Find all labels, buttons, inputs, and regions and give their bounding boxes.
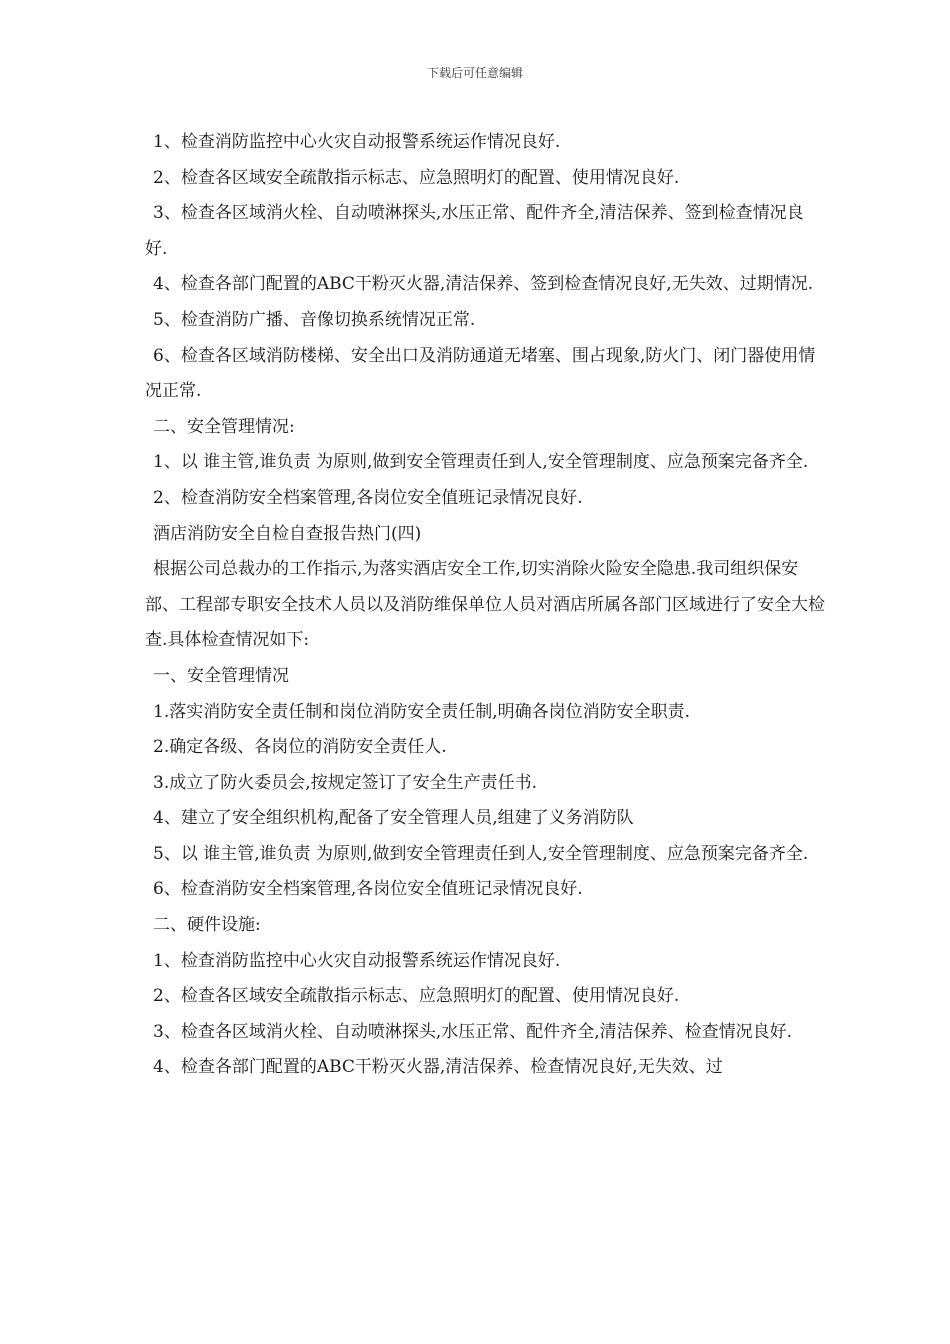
- paragraph: 5、以 谁主管,谁负责 为原则,做到安全管理责任到人,安全管理制度、应急预案完备齐全.: [153, 843, 809, 864]
- paragraph: 3、检查各区域消火栓、自动喷淋探头,水压正常、配件齐全,清洁保养、检查情况良好.: [153, 1021, 793, 1042]
- paragraph: 4、检查各部门配置的ABC干粉灭火器,清洁保养、签到检查情况良好,无失效、过期情况.: [153, 274, 814, 295]
- section-heading: 二、安全管理情况:: [153, 416, 295, 437]
- page-header-note: 下载后可任意编辑: [426, 66, 523, 80]
- paragraph: 3.成立了防火委员会,按规定签订了安全生产责任书.: [153, 772, 538, 793]
- document-subtitle: 酒店消防安全自检自查报告热门(四): [153, 523, 422, 544]
- paragraph: 1、以 谁主管,谁负责 为原则,做到安全管理责任到人,安全管理制度、应急预案完备齐全.: [153, 452, 809, 473]
- paragraph: 1.落实消防安全责任制和岗位消防安全责任制,明确各岗位消防安全职责.: [153, 701, 691, 722]
- paragraph: 3、检查各区域消火栓、自动喷淋探头,水压正常、配件齐全,清洁保养、签到检查情况良好.: [145, 203, 804, 259]
- paragraph: 2.确定各级、各岗位的消防安全责任人.: [153, 737, 447, 758]
- document-body: [145, 125, 825, 1086]
- section-heading: 二、硬件设施:: [153, 915, 261, 936]
- paragraph: 2、检查消防安全档案管理,各岗位安全值班记录情况良好.: [153, 487, 583, 508]
- paragraph: 4、检查各部门配置的ABC干粉灭火器,清洁保养、检查情况良好,无失效、过: [153, 1057, 723, 1078]
- paragraph: 6、检查消防安全档案管理,各岗位安全值班记录情况良好.: [153, 879, 583, 900]
- paragraph: 1、检查消防监控中心火灾自动报警系统运作情况良好.: [153, 132, 561, 152]
- paragraph: 2、检查各区域安全疏散指示标志、应急照明灯的配置、使用情况良好.: [153, 986, 680, 1007]
- paragraph: 5、检查消防广播、音像切换系统情况正常.: [153, 309, 476, 330]
- paragraph: 1、检查消防监控中心火灾自动报警系统运作情况良好.: [153, 950, 561, 971]
- paragraph: 根据公司总裁办的工作指示,为落实酒店安全工作,切实消除火险安全隐患.我司组织保安部、工程部专职安全技术人员以及消防维保单位人员对酒店所属各部门区域进行了安全大检查.具体检查情况如下:: [145, 559, 825, 651]
- section-heading: 一、安全管理情况: [153, 665, 289, 686]
- paragraph: 6、检查各区域消防楼梯、安全出口及消防通道无堵塞、围占现象,防火门、闭门器使用情况正常.: [145, 345, 816, 402]
- paragraph: 4、建立了安全组织机构,配备了安全管理人员,组建了义务消防队: [153, 808, 634, 829]
- paragraph: 2、检查各区域安全疏散指示标志、应急照明灯的配置、使用情况良好.: [153, 167, 680, 188]
